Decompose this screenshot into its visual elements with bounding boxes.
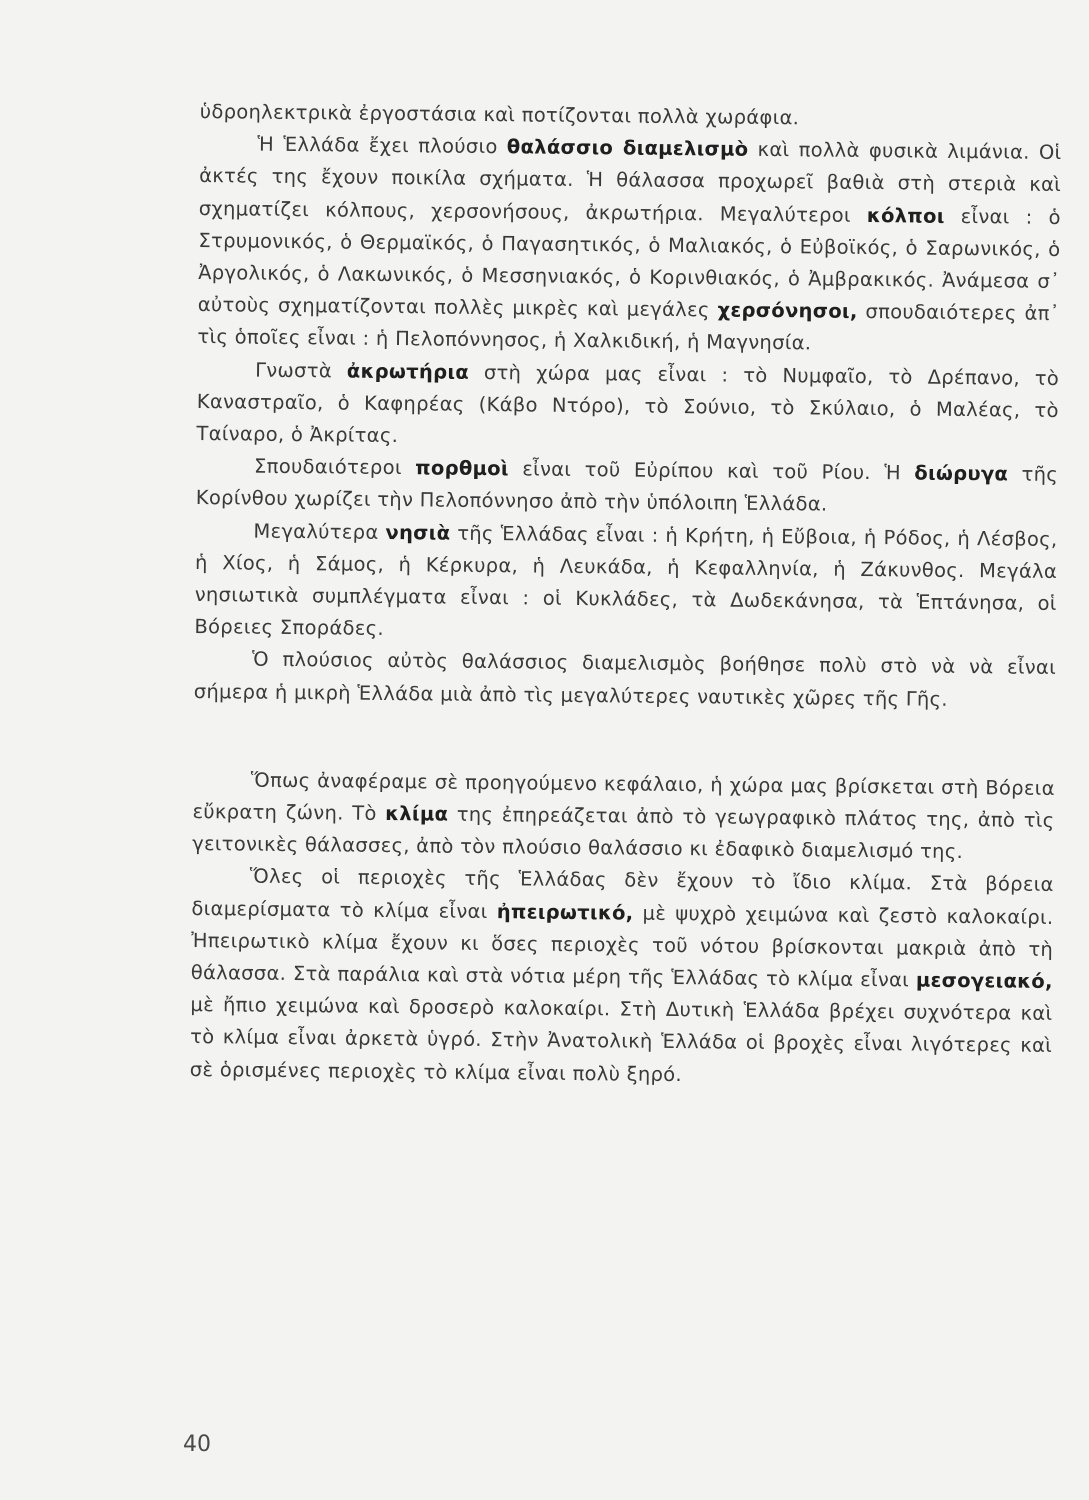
text-run: Ἡ Ἑλλάδα ἔχει πλούσιο bbox=[257, 132, 507, 159]
bold-term: πορθμοὶ bbox=[415, 456, 509, 481]
bold-term: ἠπειρωτικό, bbox=[496, 899, 634, 925]
text-run: ὑδροηλεκτρικὰ ἐργοστάσια καὶ ποτίζονται πολλὰ χωράφια. bbox=[199, 99, 800, 130]
paragraph bbox=[190, 860, 1054, 1094]
text-run: εἶναι τοῦ Εὐρίπου καὶ τοῦ Ρίου. Ἡ bbox=[508, 457, 915, 485]
bold-term: μεσογειακό, bbox=[915, 968, 1053, 994]
bold-term: χερσόνησοι, bbox=[717, 298, 858, 324]
page-body-text bbox=[190, 96, 1062, 1095]
section-gap bbox=[193, 708, 1056, 773]
text-run: τῆς Κορίνθου χωρίζει τὴν Πελοπόννησο ἀπὸ τὴν ὑπόλοιπη Ἑλλάδα. bbox=[195, 462, 1059, 517]
paragraph bbox=[196, 450, 1059, 523]
text-run: Γνωστὰ bbox=[255, 358, 348, 383]
paragraph bbox=[194, 643, 1057, 716]
text-run: Μεγαλύτερα bbox=[253, 519, 386, 544]
text-run: Σπουδαιότεροι bbox=[254, 454, 416, 480]
text-run: σπουδαιότερες ἀπ᾿ τὶς ὁποῖες εἶναι : ἡ Πελοπόννησος, ἡ Χαλκιδική, ἡ Μαγνησία. bbox=[197, 300, 1060, 355]
text-run: εἶναι : ὁ Στρυμονικός, ὁ Θερμαϊκός, ὁ Παγασητικός, ὁ Μαλιακός, ὁ Εὐβοϊκός, ὁ Σαρωνικός, ὁ Ἀργολικός, ὁ Λακωνικός, ὁ Μεσσηνιακός, ὁ Κορινθιακός, ὁ Ἀμβρακικός. Ἀνάμεσα σ᾿ αὐτοὺς σχηματίζονται πολλὲς μικρὲς καὶ μεγάλες bbox=[197, 204, 1061, 322]
text-run: τῆς Ἑλλάδας εἶναι : ἡ Κρήτη, ἡ Εὔβοια, ἡ Ρόδος, ἡ Λέσβος, ἡ Χίος, ἡ Σάμος, ἡ Κέρκυρα, ἡ Λευκάδα, ἡ Κεφαλληνία, ἡ Ζάκυνθος. Μεγάλα νησιωτικὰ συμπλέγματα εἶναι : οἱ Κυκλάδες, τὰ Δωδεκάνησα, τὰ Ἑπτάνησα, οἱ Βόρειες Σποράδες. bbox=[194, 521, 1058, 641]
bold-term: νησιὰ bbox=[385, 520, 451, 545]
paragraph bbox=[194, 515, 1057, 653]
paragraph bbox=[192, 764, 1055, 870]
text-run: της ἐπηρεάζεται ἀπὸ τὸ γεωγραφικὸ πλάτος της, ἀπὸ τὶς γειτονικὲς θάλασσες, ἀπὸ τὸν πλούσιο θαλάσσιο κι ἐδαφικὸ διαμελισμό της. bbox=[192, 802, 1055, 864]
bold-term: κόλποι bbox=[866, 203, 945, 228]
text-run: Ὁ πλούσιος αὐτὸς θαλάσσιος διαμελισμὸς βοήθησε πολὺ στὸ νὰ νὰ εἶναι σήμερα ἡ μικρὴ Ἑλλάδα μιὰ ἀπὸ τὶς μεγαλύτερες ναυτικὲς χῶρες τῆς Γῆς. bbox=[193, 648, 1057, 711]
bold-term: ἀκρωτήρια bbox=[346, 359, 470, 384]
paragraph bbox=[197, 128, 1061, 362]
page-number: 40 bbox=[183, 1432, 211, 1457]
text-run: μὲ ἤπιο χειμώνα καὶ δροσερὸ καλοκαίρι. Στὴ Δυτικὴ Ἑλλάδα βρέχει συχνότερα καὶ τὸ κλίμα εἶναι ἀρκετὰ ὑγρό. Στὴν Ἀνατολικὴ Ἑλλάδα οἱ βροχὲς εἶναι λιγότερες καὶ σὲ ὁρισμένες περιοχὲς τὸ κλίμα εἶναι πολὺ ξηρό. bbox=[189, 993, 1053, 1086]
bold-term: διώρυγα bbox=[914, 461, 1009, 486]
text-run: Ὅλες οἱ περιοχὲς τῆς Ἑλλάδας δὲν ἔχουν τὸ ἴδιο κλίμα. Στὰ βόρεια διαμερίσματα τὸ κλίμα εἶναι bbox=[191, 865, 1054, 923]
text-run: Ὅπως ἀναφέραμε σὲ προηγούμενο κεφάλαιο, ἡ χώρα μας βρίσκεται στὴ Βόρεια εὔκρατη ζώνη. Τὸ bbox=[192, 768, 1055, 826]
text-run: στὴ χώρα μας εἶναι : τὸ Νυμφαῖο, τὸ Δρέπανο, τὸ Καναστραῖο, ὁ Καφηρέας (Κάβο Ντόρο), τὸ Σούνιο, τὸ Σκύλαιο, ὁ Μαλέας, τὸ Ταίναρο, ὁ Ἀκρίτας. bbox=[196, 360, 1060, 448]
text-run: καὶ πολλὰ φυσικὰ λιμάνια. Οἱ ἀκτές της ἔχουν ποικίλα σχήματα. Ἡ θάλασσα προχωρεῖ βαθιὰ στὴ στεριὰ καὶ σχηματίζει κόλπους, χερσονήσους, ἀκρωτήρια. Μεγαλύτεροι bbox=[198, 137, 1062, 227]
paragraph bbox=[196, 354, 1059, 460]
text-run: μὲ ψυχρὸ χειμώνα καὶ ζεστὸ καλοκαίρι. Ἠπειρωτικὸ κλίμα ἔχουν κι ὅσες περιοχὲς τοῦ νότου βρίσκονται μακριὰ ἀπὸ τὴ θάλασσα. Στὰ παράλια καὶ στὰ νότια μέρη τῆς Ἑλλάδας τὸ κλίμα εἶναι bbox=[190, 901, 1054, 992]
bold-term: κλίμα bbox=[385, 802, 449, 826]
bold-term: θαλάσσιο διαμελισμὸ bbox=[506, 135, 749, 161]
